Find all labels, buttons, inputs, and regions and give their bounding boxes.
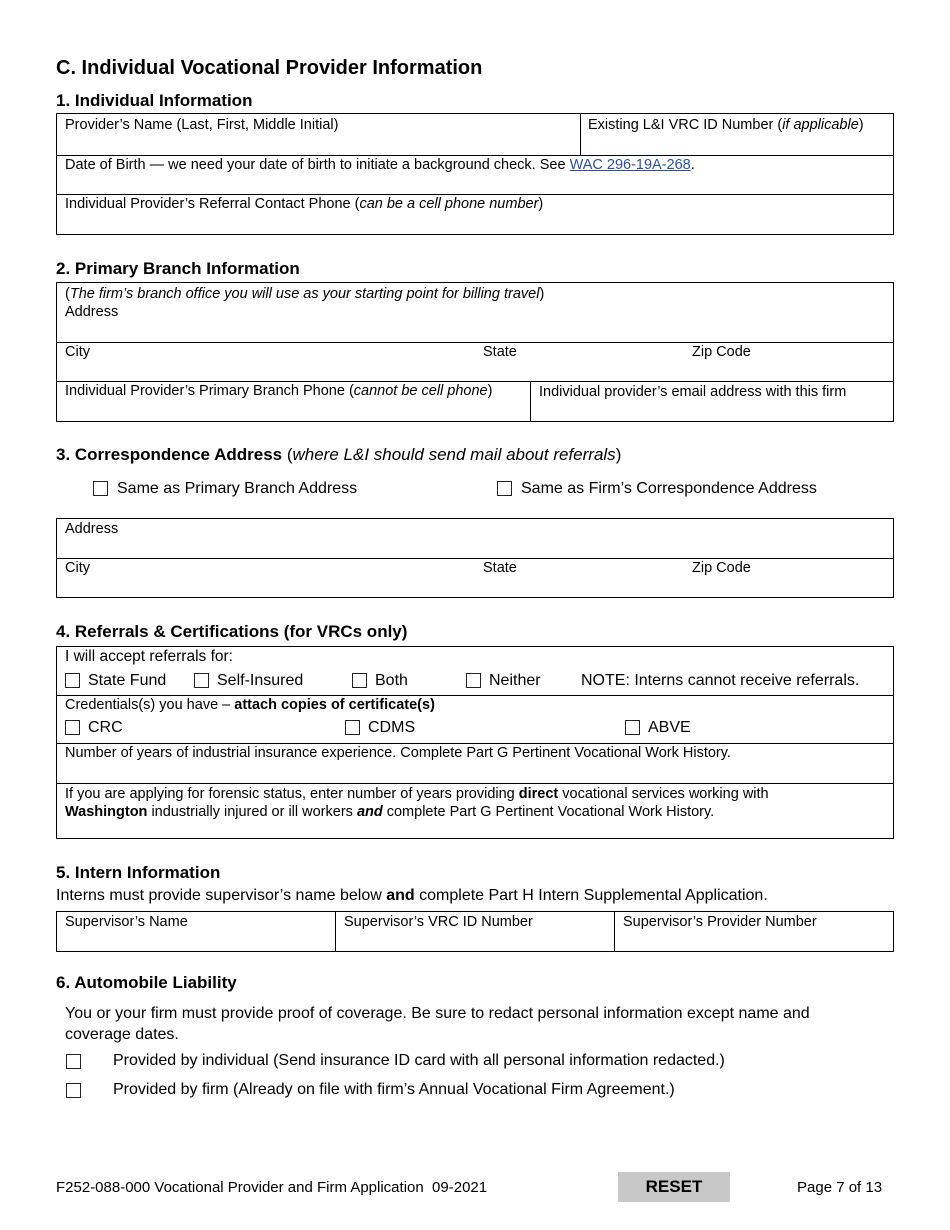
referrals-heading: 4. Referrals & Certifications (for VRCs only) <box>56 622 408 641</box>
provider-name-field[interactable] <box>65 116 338 134</box>
intern-heading: 5. Intern Information <box>56 863 221 882</box>
divider <box>56 342 894 343</box>
neither-checkbox[interactable] <box>466 673 481 688</box>
cdms-checkbox[interactable] <box>345 720 360 735</box>
branch-zip-field[interactable]: Zip Code <box>692 344 751 360</box>
interns-note: NOTE: Interns cannot receive referrals. <box>581 672 860 689</box>
corr-city-field[interactable]: City <box>65 560 90 576</box>
provider-name-label: Provider’s Name (Last, First, Middle Initial) <box>65 117 339 133</box>
auto-liability-text: You or your firm must provide proof of coverage. Be sure to redact personal information except name and coverage dates. <box>65 1005 810 1043</box>
same-as-branch-checkbox[interactable] <box>93 481 108 496</box>
credentials-label: Credentials(s) you have – attach copies of certificate(s) <box>65 697 435 713</box>
cdms-label: CDMS <box>368 719 416 736</box>
crc-checkbox[interactable] <box>65 720 80 735</box>
self-insured-label: Self-Insured <box>217 672 304 689</box>
individual-info-heading: 1. Individual Information <box>56 91 253 110</box>
state-fund-label: State Fund <box>88 672 167 689</box>
branch-city-field[interactable]: City <box>65 344 90 360</box>
primary-branch-heading: 2. Primary Branch Information <box>56 259 300 278</box>
primary-branch-table <box>56 282 894 422</box>
both-label: Both <box>375 672 408 689</box>
same-as-firm-label: Same as Firm’s Correspondence Address <box>521 480 817 497</box>
years-experience-field[interactable]: Number of years of industrial insurance experience. Complete Part G Pertinent Vocational Work History. <box>65 745 731 761</box>
provided-by-individual-label: Provided by individual (Send insurance ID card with all personal information redacted.) <box>113 1052 725 1069</box>
provided-by-firm-checkbox[interactable] <box>66 1083 81 1098</box>
neither-label: Neither <box>489 672 541 689</box>
intern-instructions: Interns must provide supervisor’s name below and complete Part H Intern Supplemental Application. <box>56 887 768 904</box>
supervisor-provider-number-field[interactable]: Supervisor’s Provider Number <box>623 914 817 930</box>
both-checkbox[interactable] <box>352 673 367 688</box>
provided-by-individual-checkbox[interactable] <box>66 1054 81 1069</box>
abve-label: ABVE <box>648 719 691 736</box>
divider <box>56 783 894 784</box>
correspondence-heading: 3. Correspondence Address (where L&I should send mail about referrals) <box>56 445 622 464</box>
form-id: F252-088-000 Vocational Provider and Firm Application 09-2021 <box>56 1179 488 1196</box>
divider <box>580 113 581 155</box>
self-insured-checkbox[interactable] <box>194 673 209 688</box>
divider <box>614 911 615 952</box>
referral-phone-field[interactable]: Individual Provider’s Referral Contact Phone (can be a cell phone number) <box>65 196 544 212</box>
branch-phone-field[interactable]: Individual Provider’s Primary Branch Phone (cannot be cell phone) <box>65 383 493 399</box>
same-as-firm-checkbox[interactable] <box>497 481 512 496</box>
branch-email-field[interactable]: Individual provider’s email address with this firm <box>539 384 847 400</box>
divider <box>530 381 531 422</box>
supervisor-vrc-id-field[interactable]: Supervisor’s VRC ID Number <box>344 914 533 930</box>
date-of-birth-field[interactable]: Date of Birth — we need your date of birth to initiate a background check. See WAC 296-19A-268. <box>65 157 695 173</box>
state-fund-checkbox[interactable] <box>65 673 80 688</box>
same-as-branch-label: Same as Primary Branch Address <box>117 480 358 497</box>
corr-state-field[interactable]: State <box>483 560 517 576</box>
divider <box>56 558 894 559</box>
forensic-status-field[interactable]: If you are applying for forensic status, enter number of years providing direct vocational services working with Washington industrially injured or ill workers and complete Part G Pertinent Vocational Work History. <box>65 786 769 820</box>
branch-state-field[interactable]: State <box>483 344 517 360</box>
corr-zip-field[interactable]: Zip Code <box>692 560 751 576</box>
branch-address-field[interactable]: Address <box>65 304 119 320</box>
reset-button[interactable]: RESET <box>618 1172 730 1202</box>
branch-note: (The firm’s branch office you will use as your starting point for billing travel) <box>65 286 545 302</box>
section-title: C. Individual Vocational Provider Information <box>56 57 483 79</box>
divider <box>335 911 336 952</box>
page-number: Page 7 of 13 <box>797 1179 883 1196</box>
provided-by-firm-label: Provided by firm (Already on file with firm’s Annual Vocational Firm Agreement.) <box>113 1081 675 1098</box>
supervisor-name-field[interactable]: Supervisor’s Name <box>65 914 188 930</box>
crc-label: CRC <box>88 719 123 736</box>
existing-vrc-id-field[interactable]: Existing L&I VRC ID Number (if applicable) <box>588 117 864 133</box>
auto-liability-heading: 6. Automobile Liability <box>56 973 237 992</box>
wac-link[interactable]: WAC 296-19A-268 <box>569 157 691 173</box>
corr-address-field[interactable]: Address <box>65 521 119 537</box>
abve-checkbox[interactable] <box>625 720 640 735</box>
accept-referrals-label: I will accept referrals for: <box>65 648 233 665</box>
